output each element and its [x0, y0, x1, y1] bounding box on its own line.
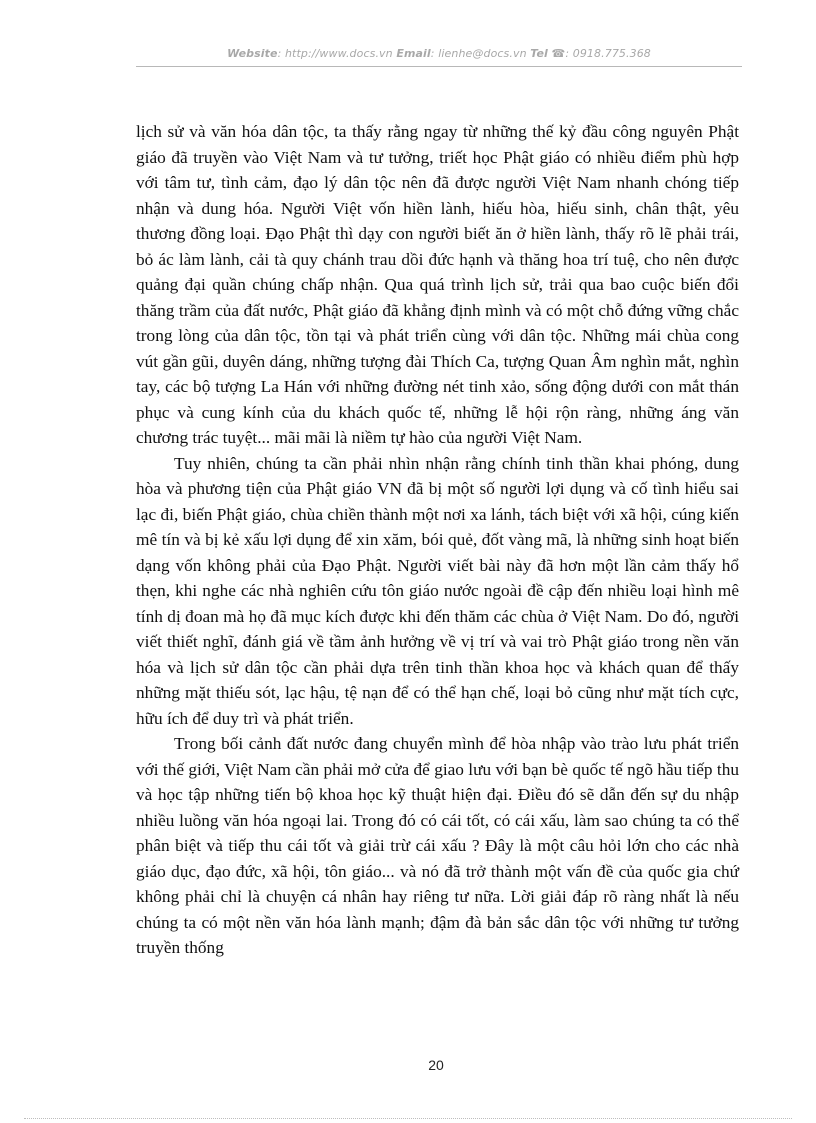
page-header — [136, 47, 742, 60]
footer-divider — [24, 1118, 792, 1119]
page-number: 20 — [428, 1057, 444, 1073]
email-value: : lienhe@docs.vn — [430, 47, 527, 60]
tel-value: : 0918.775.368 — [565, 47, 651, 60]
body-text — [136, 119, 739, 961]
paragraph-3: Trong bối cảnh đất nước đang chuyển mình để hòa nhập vào trào lưu phát triển với thế giới, Việt Nam cần phải mở cửa để giao lưu với bạn bè quốc tế ngõ hầu tiếp thu và học tập những tiến bộ khoa học kỹ thuật hiện đại. Điều đó sẽ dẫn đến sự du nhập nhiều luồng văn hóa ngoại lai. Trong đó có cái tốt, có cái xấu, làm sao chúng ta có thể phân biệt và tiếp thu cái tốt và giải trừ cái xấu ? Đây là một câu hỏi lớn cho các nhà giáo dục, đạo đức, xã hội, tôn giáo... và nó đã trở thành một vấn đề của quốc gia chứ không phải chỉ là chuyện cá nhân hay riêng tư nữa. Lời giải đáp rõ ràng nhất là nếu chúng ta có một nền văn hóa lành mạnh; đậm đà bản sắc dân tộc với những tư tưởng truyền thống — [136, 734, 739, 957]
website-label: Website — [227, 47, 278, 60]
tel-label: Tel — [530, 47, 548, 60]
header-divider — [136, 66, 742, 67]
paragraph-2: Tuy nhiên, chúng ta cần phải nhìn nhận rằng chính tinh thần khai phóng, dung hòa và phương tiện của Phật giáo VN đã bị một số người lợi dụng và cố tình hiểu sai lạc đi, biến Phật giáo, chùa chiền thành một nơi xa lánh, tách biệt với xã hội, cúng kiến mê tín và bị kẻ xấu lợi dụng để xin xăm, bói quẻ, đốt vàng mã, là những sinh hoạt biến dạng vốn không phải của Đạo Phật. Người viết bài này đã hơn một lần cảm thấy hổ thẹn, khi nghe các nhà nghiên cứu tôn giáo nước ngoài đề cập đến nhiều loại hình mê tính dị đoan mà họ đã mục kích được khi đến thăm các chùa ở Việt Nam. Do đó, người viết thiết nghĩ, đánh giá về tầm ảnh hưởng về vị trí và vai trò Phật giáo trong nền văn hóa và lịch sử dân tộc cần phải dựa trên tinh thần khoa học và khách quan để thấy những mặt thiếu sót, lạc hậu, tệ nạn để có thể hạn chế, loại bỏ cũng như mặt tích cực, hữu ích để duy trì và phát triển. — [136, 453, 739, 728]
paragraph-1: lịch sử và văn hóa dân tộc, ta thấy rằng ngay từ những thế kỷ đầu công nguyên Phật giáo đã truyền vào Việt Nam và tư tưởng, triết học Phật giáo có nhiều điểm phù hợp với tâm tư, tình cảm, đạo lý dân tộc nên đã được người Việt Nam nhanh chóng tiếp nhận và dung hóa. Người Việt vốn hiền lành, hiếu hòa, hiếu sinh, chân thật, yêu thương đồng loại. Đạo Phật thì dạy con người biết ăn ở hiền lành, thấy rõ lẽ phải trái, bỏ ác làm lành, cải tà quy chánh trau dồi đức hạnh và thăng hoa trí tuệ, cho nên được quảng đại quần chúng chấp nhận. Qua quá trình lịch sử, trải qua bao cuộc biến đổi thăng trầm của đất nước, Phật giáo đã khẳng định mình và có một chỗ đứng vững chắc trong lòng của dân tộc, tồn tại và phát triển cùng với dân tộc. Những mái chùa cong vút gần gũi, duyên dáng, những tượng đài Thích Ca, tượng Quan Âm nghìn mắt, nghìn tay, các bộ tượng La Hán với những đường nét tinh xảo, sống động dưới con mắt thán phục và cung kính của du khách quốc tế, những lễ hội rộn ràng, những áng văn chương trác tuyệt... mãi mãi là niềm tự hào của người Việt Nam. — [136, 122, 739, 447]
email-label: Email — [396, 47, 431, 60]
website-value: : http://www.docs.vn — [277, 47, 393, 60]
phone-icon: ☎ — [551, 47, 566, 60]
